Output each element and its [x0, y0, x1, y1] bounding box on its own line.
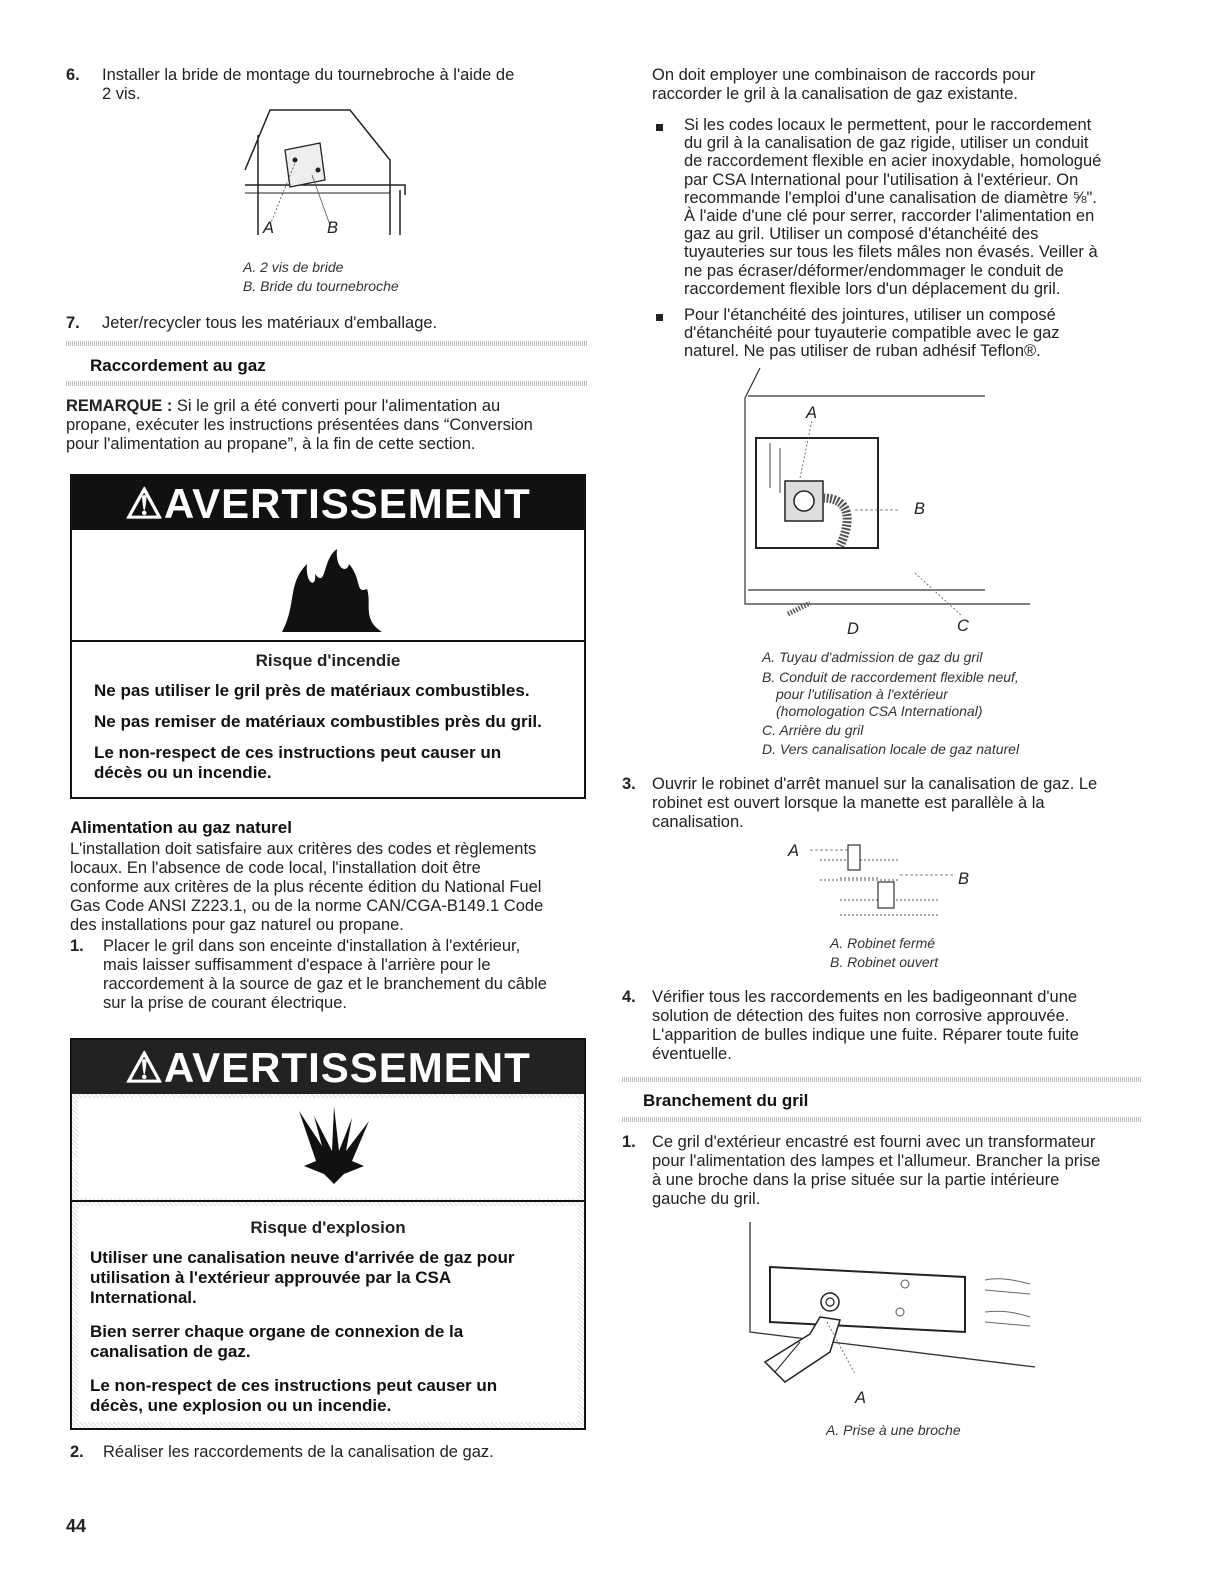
fire-warning-box — [70, 474, 586, 799]
warning-divider — [72, 640, 584, 642]
remarque-paragraph: REMARQUE : Si le gril a été converti pour l'alimentation au propane, exécuter les instructions présentées dans “Conversion pour l'alimentation au propane”, à la fin de cette section. — [66, 397, 533, 453]
warning-triangle-icon: ⚠ — [125, 480, 164, 527]
fig3-caption-b: B. Robinet ouvert — [830, 954, 939, 970]
fig2-label-d: D — [847, 620, 859, 638]
fig3-label-a: A — [788, 842, 800, 860]
explosion-warning-line1: Utiliser une canalisation neuve d'arrivée de gaz pour — [90, 1248, 515, 1267]
fig1-caption-a: A. 2 vis de bride — [243, 259, 344, 275]
fig2-label-c: C — [957, 617, 969, 635]
intro-paragraph: On doit employer une combinaison de raccords pour raccorder le gril à la canalisation de gaz existante. — [652, 66, 1036, 103]
fig1-label-a: A — [263, 219, 275, 237]
explosion-warning-box — [70, 1038, 586, 1430]
warning-header-2: ⚠AVERTISSEMENT — [72, 1040, 584, 1094]
explosion-risk-title: Risque d'explosion — [250, 1218, 406, 1237]
fig2-caption-a: A. Tuyau d'admission de gaz du gril — [762, 649, 983, 665]
gas-connection-figure — [740, 368, 1030, 618]
fire-icon — [277, 544, 387, 634]
fig3-caption-a: A. Robinet fermé — [830, 935, 936, 951]
fig2-label-a: A — [806, 404, 818, 422]
section2-rule-top — [622, 1077, 1142, 1082]
explosion-warning-line7: décès, une explosion ou un incendie. — [90, 1396, 392, 1415]
fig4-label-a: A — [855, 1389, 867, 1407]
fig2-caption-b3: (homologation CSA International) — [776, 703, 983, 719]
section-title-grill-connection: Branchement du gril — [643, 1091, 809, 1110]
bullet-marker-1 — [656, 124, 663, 131]
fig1-caption-b: B. Bride du tournebroche — [243, 278, 399, 294]
explosion-warning-line4: Bien serrer chaque organe de connexion de la — [90, 1322, 464, 1341]
bullet-marker-2 — [656, 314, 663, 321]
valve-figure — [800, 840, 960, 920]
warning-triangle-icon-2: ⚠ — [125, 1044, 164, 1091]
section-title-gas-connection: Raccordement au gaz — [90, 356, 266, 375]
section-rule-top — [66, 341, 588, 346]
bullet-flexible-connector: Si les codes locaux le permettent, pour le raccordement du gril à la canalisation de gaz rigide, utiliser un conduit de raccordement flexible en acier inoxydable, homologué par CSA International pour l'utilisation à l'extérieur. On recommande l'emploi d'une canalisation de diamètre ⅝". À l'aide d'une clé pour serrer, raccorder l'alimentation en gaz au gril. Utiliser un composé d'étanchéité des tuyauteries sur tous les filets mâles non évasés. Veiller à ne pas écraser/déformer/endommager le conduit de raccordement flexible lors d'un déplacement du gril. — [684, 116, 1102, 298]
remarque-label: REMARQUE : — [66, 397, 173, 415]
section2-rule-bottom — [622, 1117, 1142, 1122]
warning-header: ⚠AVERTISSEMENT — [72, 476, 584, 530]
fire-risk-title: Risque d'incendie — [255, 651, 401, 670]
fig2-caption-c: C. Arrière du gril — [762, 722, 864, 738]
warning-divider-2 — [72, 1200, 584, 1202]
fire-warning-line3b: décès ou un incendie. — [94, 763, 272, 782]
explosion-warning-line5: canalisation de gaz. — [90, 1342, 251, 1361]
power-plug-figure — [745, 1222, 1045, 1392]
step-6-line2: 2 vis. — [102, 85, 141, 103]
fire-warning-line1: Ne pas utiliser le gril près de matériaux combustibles. — [94, 681, 530, 700]
fig1-label-b: B — [327, 219, 339, 237]
fire-warning-line2: Ne pas remiser de matériaux combustibles près du gril. — [94, 712, 542, 731]
step-6-line1: Installer la bride de montage du tournebroche à l'aide de — [102, 66, 515, 84]
natural-gas-paragraph: L'installation doit satisfaire aux critères des codes et règlements locaux. En l'absence de code local, l'installation doit être conforme aux critères de la plus récente édition du National Fuel Gas Code ANSI Z223.1, ou de la norme CAN/CGA-B149.1 Code des installations pour gaz naturel ou propane. — [70, 840, 544, 934]
fig3-label-b: B — [958, 870, 970, 888]
explosion-warning-line3: International. — [90, 1288, 197, 1307]
explosion-icon — [294, 1106, 374, 1186]
fig2-caption-b2: pour l'utilisation à l'extérieur — [776, 686, 948, 702]
fig2-caption-d: D. Vers canalisation locale de gaz naturel — [762, 741, 1020, 757]
section-rule-bottom — [66, 381, 588, 386]
explosion-warning-line6: Le non-respect de ces instructions peut causer un — [90, 1376, 498, 1395]
fig4-caption-a: A. Prise à une broche — [826, 1422, 961, 1438]
page-number: 44 — [66, 1516, 87, 1536]
explosion-warning-line2: utilisation à l'extérieur approuvée par la CSA — [90, 1268, 452, 1287]
fire-warning-line3a: Le non-respect de ces instructions peut causer un — [94, 743, 502, 762]
fig2-caption-b1: B. Conduit de raccordement flexible neuf, — [762, 669, 1019, 685]
bullet-sealant: Pour l'étanchéité des jointures, utiliser un composé d'étanchéité pour tuyauterie compatible avec le gaz naturel. Ne pas utiliser de ruban adhésif Teflon®. — [684, 306, 1060, 361]
fig2-label-b: B — [914, 500, 926, 518]
subsection-natural-gas: Alimentation au gaz naturel — [70, 818, 292, 837]
